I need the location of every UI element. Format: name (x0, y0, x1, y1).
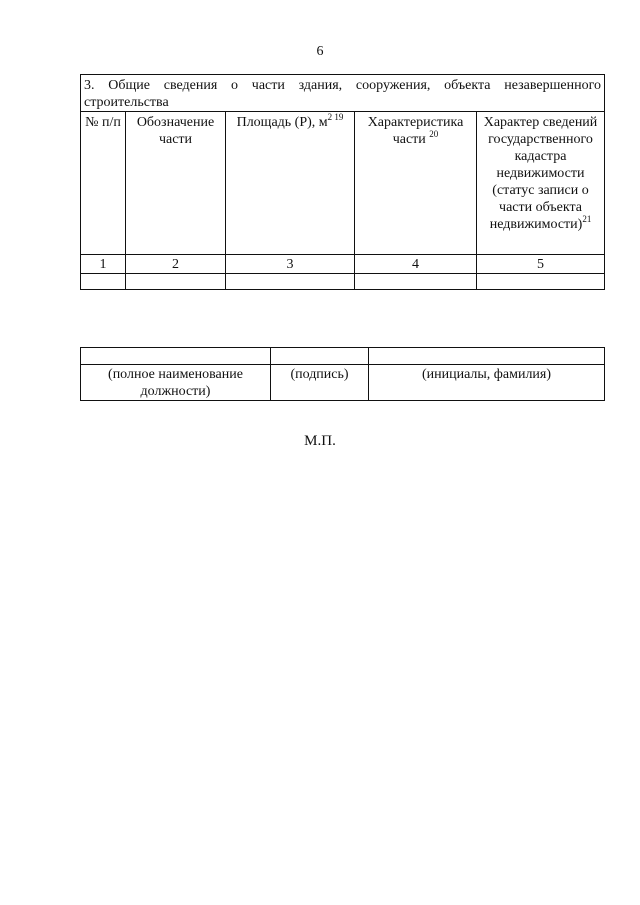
page-number: 6 (316, 44, 324, 59)
footnote-ref: 2 19 (327, 112, 344, 122)
header-cell-designation: Обозначение части (126, 112, 226, 255)
table-row (81, 274, 605, 290)
stamp-placeholder: М.П. (304, 433, 336, 449)
column-number-cell: 5 (477, 255, 605, 274)
name-field (369, 348, 605, 365)
header-cell-number: № п/п (81, 112, 126, 255)
part-info-table (80, 74, 605, 290)
empty-cell (355, 274, 477, 290)
signature-field (271, 348, 369, 365)
signature-caption: (подпись) (271, 365, 369, 401)
empty-cell (126, 274, 226, 290)
position-field (81, 348, 271, 365)
footnote-ref: 20 (429, 129, 439, 139)
column-number-cell: 3 (226, 255, 355, 274)
empty-cell (226, 274, 355, 290)
footnote-ref: 21 (582, 214, 592, 224)
column-number-cell: 2 (126, 255, 226, 274)
column-number-cell: 4 (355, 255, 477, 274)
name-caption: (инициалы, фамилия) (369, 365, 605, 401)
section-title: 3. Общие сведения о части здания, сооружения, объекта незавершенного строительства (81, 75, 605, 112)
empty-cell (477, 274, 605, 290)
header-cell-characteristic: Характеристика части $^{20}$ (355, 112, 477, 255)
header-cell-area: Площадь (Р), $м^{2 19}$ (226, 112, 355, 255)
signature-table (80, 347, 605, 401)
empty-cell (81, 274, 126, 290)
header-cell-cadastre-status: Характер сведений государственного кадастра недвижимости (статус записи о части объекта недвижимости)$^{21}$ (477, 112, 605, 255)
position-caption: (полное наименование должности) (81, 365, 271, 401)
column-number-cell: 1 (81, 255, 126, 274)
